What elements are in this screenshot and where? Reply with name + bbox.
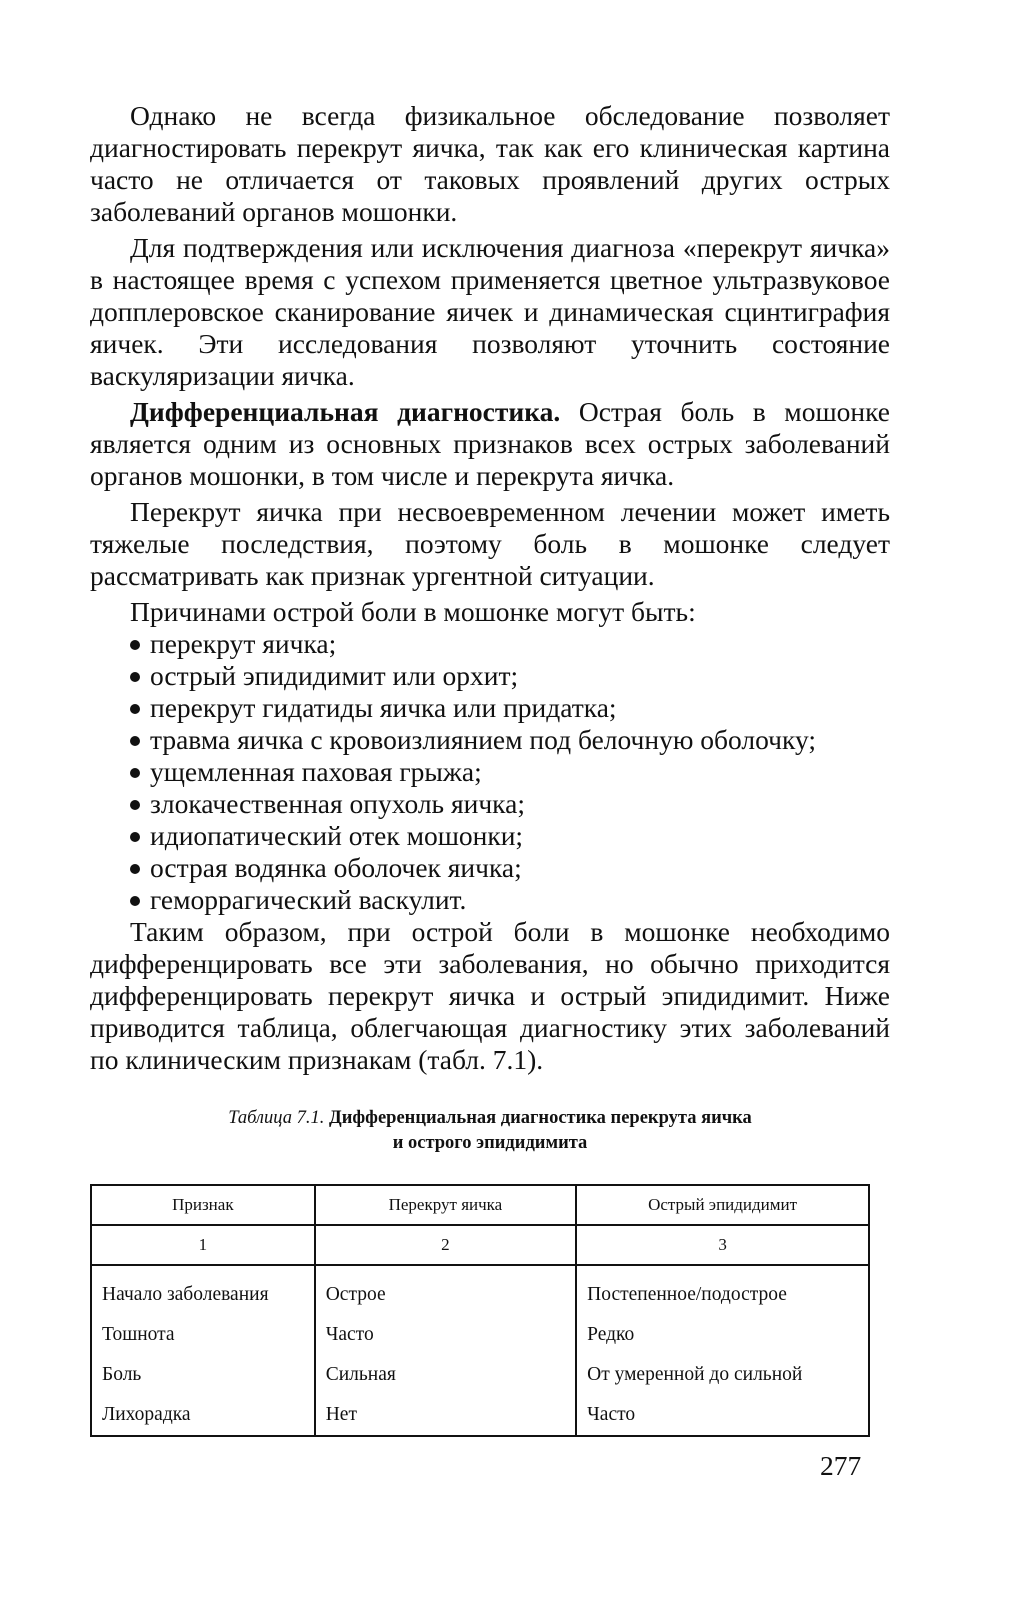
paragraph-closing: Таким образом, при острой боли в мошонке необходимо дифференцировать все эти заболевания, но обычно приходится дифференцировать перекрут яичка и острый эпидидимит. Ниже приводится таблица, облегчающая диагностику этих заболеваний по клиническим признакам (табл. 7.1). [90,916,890,1075]
table-cell: Тошнота [91,1315,315,1355]
paragraph-diagnosis-methods [90,232,890,392]
table-header-cell: Острый эпидидимит [576,1185,869,1225]
bullet-icon [130,832,140,842]
table-column-number: 1 [91,1225,315,1265]
list-item: перекрут гидатиды яичка или придатка; [90,692,890,724]
paragraph-text: Острая боль в мошонке является одним из основных признаков всех острых заболеваний органов мошонки, в том числе и перекрута яичка. [90,396,890,491]
list-item: острая водянка оболочек яичка; [90,852,890,884]
table-column-number: 2 [315,1225,576,1265]
table-row [91,1315,869,1355]
paragraph-text: Для подтверждения или исключения диагноза «перекрут яичка» в настоящее время с успехом применяется цветное ультразвуковое допплеровское сканирование яичек и динамическая сцинтиграфия яичек. Эти исследования позволяют уточнить состояние васкуляризации яичка. [90,232,890,391]
table-header-cell: Признак [91,1185,315,1225]
table-cell: Начало заболевания [91,1265,315,1315]
paragraph-text: Перекрут яичка при несвоевременном лечении может иметь тяжелые последствия, поэтому боль в мошонке следует рассматривать как признак ургентной ситуации. [90,496,890,591]
page-content [90,100,890,1437]
differential-table [90,1184,870,1437]
table-header-row [91,1185,869,1225]
paragraph-consequences [90,496,890,592]
section-heading: Дифференциальная диагностика. [130,396,561,427]
table-row [91,1265,869,1315]
table-cell: Сильная [315,1355,576,1395]
list-item: геморрагический васкулит. [90,884,890,916]
table-caption-title-line2: и острого эпидидимита [392,1133,588,1153]
table-cell: Нет [315,1395,576,1436]
page-number: 277 [820,1450,862,1481]
table-cell: Боль [91,1355,315,1395]
bullet-icon [130,896,140,906]
table-row [91,1395,869,1436]
bullet-icon [130,640,140,650]
list-item: перекрут яичка; [90,628,890,660]
bullet-icon [130,864,140,874]
paragraph-text: Однако не всегда физикальное обследование позволяет диагностировать перекрут яичка, так как его клиническая картина часто не отличается от таковых проявлений других острых заболеваний органов мошонки. [90,100,890,227]
paragraph-text: Причинами острой боли в мошонке могут быть: [130,596,696,627]
bullet-icon [130,800,140,810]
table-cell: Лихорадка [91,1395,315,1436]
paragraph-physical-exam [90,100,890,228]
table-cell: Часто [315,1315,576,1355]
causes-list [90,628,890,916]
list-item: острый эпидидимит или орхит; [90,660,890,692]
table-cell: Часто [576,1395,869,1436]
bullet-icon [130,736,140,746]
table-column-number: 3 [576,1225,869,1265]
paragraph-causes-intro [90,596,890,628]
table-column-numbers-row [91,1225,869,1265]
list-item: злокачественная опухоль яичка; [90,788,890,820]
table-cell: Острое [315,1265,576,1315]
bullet-icon [130,704,140,714]
table-header-cell: Перекрут яичка [315,1185,576,1225]
table-cell: От умеренной до сильной [576,1355,869,1395]
bullet-icon [130,672,140,682]
table-caption-title: Дифференциальная диагностика перекрута яичка [328,1108,752,1128]
table-caption-label: Таблица 7.1. [228,1108,325,1128]
table-cell: Постепенное/подострое [576,1265,869,1315]
list-item: травма яичка с кровоизлиянием под белочную оболочку; [90,724,890,756]
bullet-icon [130,768,140,778]
table-row [91,1355,869,1395]
list-item: ущемленная паховая грыжа; [90,756,890,788]
paragraph-differential-diagnosis [90,396,890,492]
table-caption [90,1106,890,1156]
table-cell: Редко [576,1315,869,1355]
list-item: идиопатический отек мошонки; [90,820,890,852]
